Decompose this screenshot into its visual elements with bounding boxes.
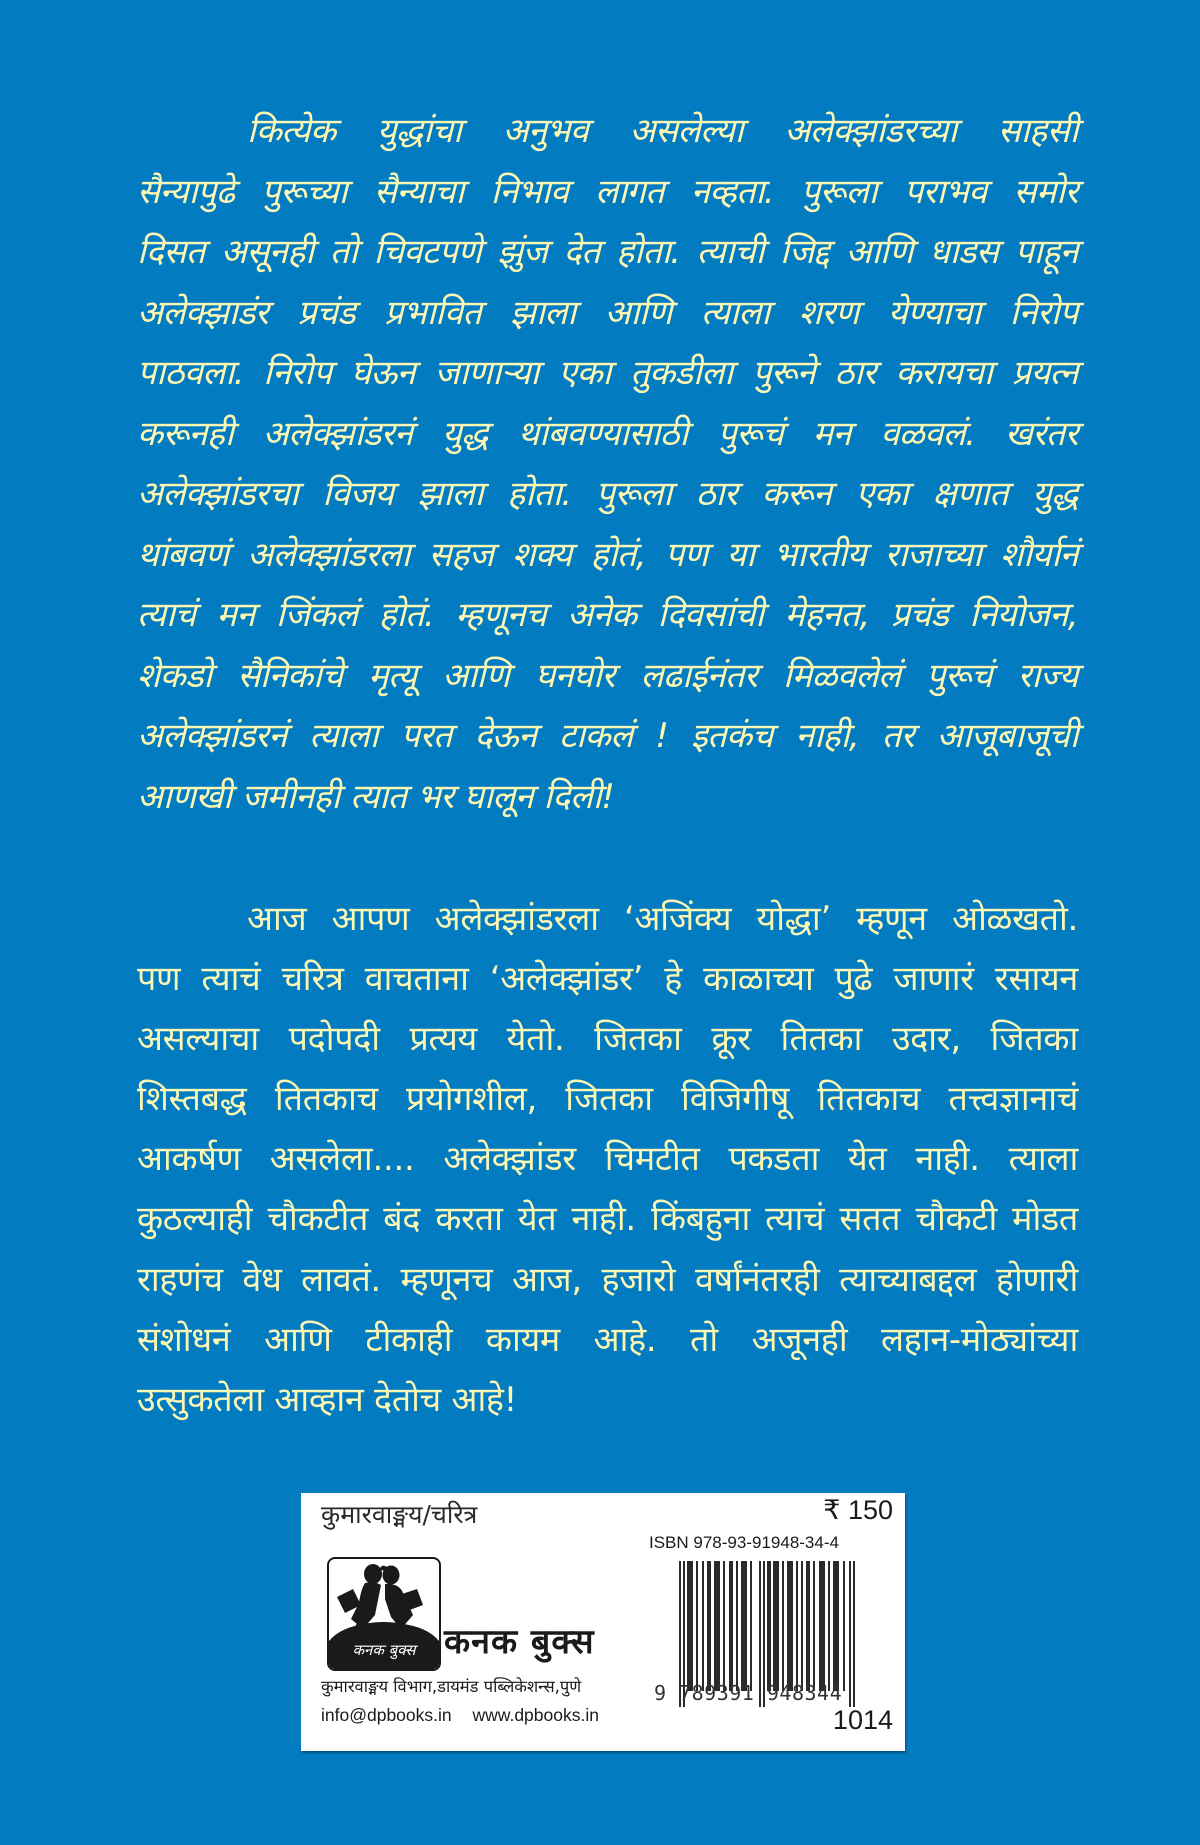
publisher-contact bbox=[321, 1705, 599, 1726]
blurb-line: कित्येक युद्धांचा अनुभव असलेल्या अलेक्झांडरच्या साहसी bbox=[247, 111, 1078, 151]
blurb-line: उत्सुकतेला आव्हान देतोच आहे! bbox=[137, 1379, 517, 1420]
blurb-line: असल्याचा पदोपदी प्रत्यय येतो. जितका क्रूर तितका उदार, जितका bbox=[137, 1019, 1078, 1060]
blurb-line: संशोधनं आणि टीकाही कायम आहे. तो अजूनही लहान-मोठ्यांच्या bbox=[137, 1319, 1078, 1360]
publisher-info-box bbox=[301, 1493, 905, 1751]
isbn-label: ISBN 978-93-91948-34-4 bbox=[649, 1533, 839, 1552]
price-label: ₹ 150 bbox=[823, 1495, 893, 1525]
blurb-line: आज आपण अलेक्झांडरला ‘अजिंक्य योद्धा’ म्हणून ओळखतो. bbox=[247, 899, 1078, 939]
barcode-digits: 9 789391 948344 bbox=[654, 1681, 843, 1705]
blurb-line: अलेक्झाडंर प्रचंड प्रभावित झाला आणि त्याला शरण येण्याचा निरोप bbox=[137, 292, 1078, 333]
blurb-line: कुठल्याही चौकटीत बंद करता येत नाही. किंबहुना त्याचं सतत चौकटी मोडत bbox=[137, 1199, 1078, 1240]
readers-silhouette-icon bbox=[329, 1559, 439, 1669]
blurb-line: पण त्याचं चरित्र वाचताना ‘अलेक्झांडर’ हे काळाच्या पुढे जाणारं रसायन bbox=[137, 959, 1078, 1000]
blurb-line: त्याचं मन जिंकलं होतं. म्हणूनच अनेक दिवसांची मेहनत, प्रचंड नियोजन, bbox=[137, 595, 1078, 635]
email-link[interactable]: info@dpbooks.in bbox=[321, 1705, 452, 1725]
blurb-line: दिसत असूनही तो चिवटपणे झुंज देत होता. त्याची जिद्द आणि धाडस पाहून bbox=[137, 232, 1078, 272]
category-label: कुमारवाङ्मय/चरित्र bbox=[321, 1500, 478, 1529]
publisher-logo bbox=[327, 1557, 441, 1671]
blurb-line: करूनही अलेक्झांडरनं युद्ध थांबवण्यासाठी पुरूचं मन वळवलं. खरंतर bbox=[137, 413, 1078, 454]
blurb-paragraph-1 bbox=[137, 101, 1078, 827]
publisher-name: कनक बुक्स bbox=[444, 1622, 595, 1662]
blurb-line: अलेक्झांडरनं त्याला परत देऊन टाकलं ! इतकंच नाही, तर आजूबाजूची bbox=[137, 716, 1078, 756]
blurb-line: सैन्यापुढे पुरूच्या सैन्याचा निभाव लागत नव्हता. पुरूला पराभव समोर bbox=[137, 171, 1078, 212]
blurb-line: राहणंच वेध लावतं. म्हणूनच आज, हजारो वर्षांनंतरही त्याच्याबद्दल होणारी bbox=[137, 1259, 1078, 1300]
website-link[interactable]: www.dpbooks.in bbox=[472, 1705, 599, 1725]
blurb-line: आकर्षण असलेला.... अलेक्झांडर चिमटीत पकडता येत नाही. त्याला bbox=[137, 1139, 1078, 1180]
blurb-line: शिस्तबद्ध तितकाच प्रयोगशील, जितका विजिगीषू तितकाच तत्त्वज्ञानाचं bbox=[137, 1079, 1078, 1120]
publisher-department: कुमारवाङ्मय विभाग,डायमंड पब्लिकेशन्स,पुणे bbox=[321, 1677, 582, 1696]
blurb-line: अलेक्झांडरचा विजय झाला होता. पुरूला ठार करून एका क्षणात युद्ध bbox=[137, 474, 1078, 514]
blurb-line: शेकडो सैनिकांचे मृत्यू आणि घनघोर लढाईनंतर मिळवलेलं पुरूचं राज्य bbox=[137, 655, 1078, 696]
blurb-line: थांबवणं अलेक्झांडरला सहज शक्य होतं, पण या भारतीय राजाच्या शौर्यानं bbox=[137, 534, 1078, 575]
blurb-line: पाठवला. निरोप घेऊन जाणाऱ्या एका तुकडीला पुरूने ठार करायचा प्रयत्न bbox=[137, 353, 1078, 393]
blurb-line: आणखी जमीनही त्यात भर घालून दिली! bbox=[137, 776, 615, 817]
logo-caption: कनक बुक्स bbox=[352, 1641, 416, 1659]
blurb-paragraph-2 bbox=[137, 889, 1078, 1430]
catalog-code: 1014 bbox=[832, 1705, 893, 1735]
